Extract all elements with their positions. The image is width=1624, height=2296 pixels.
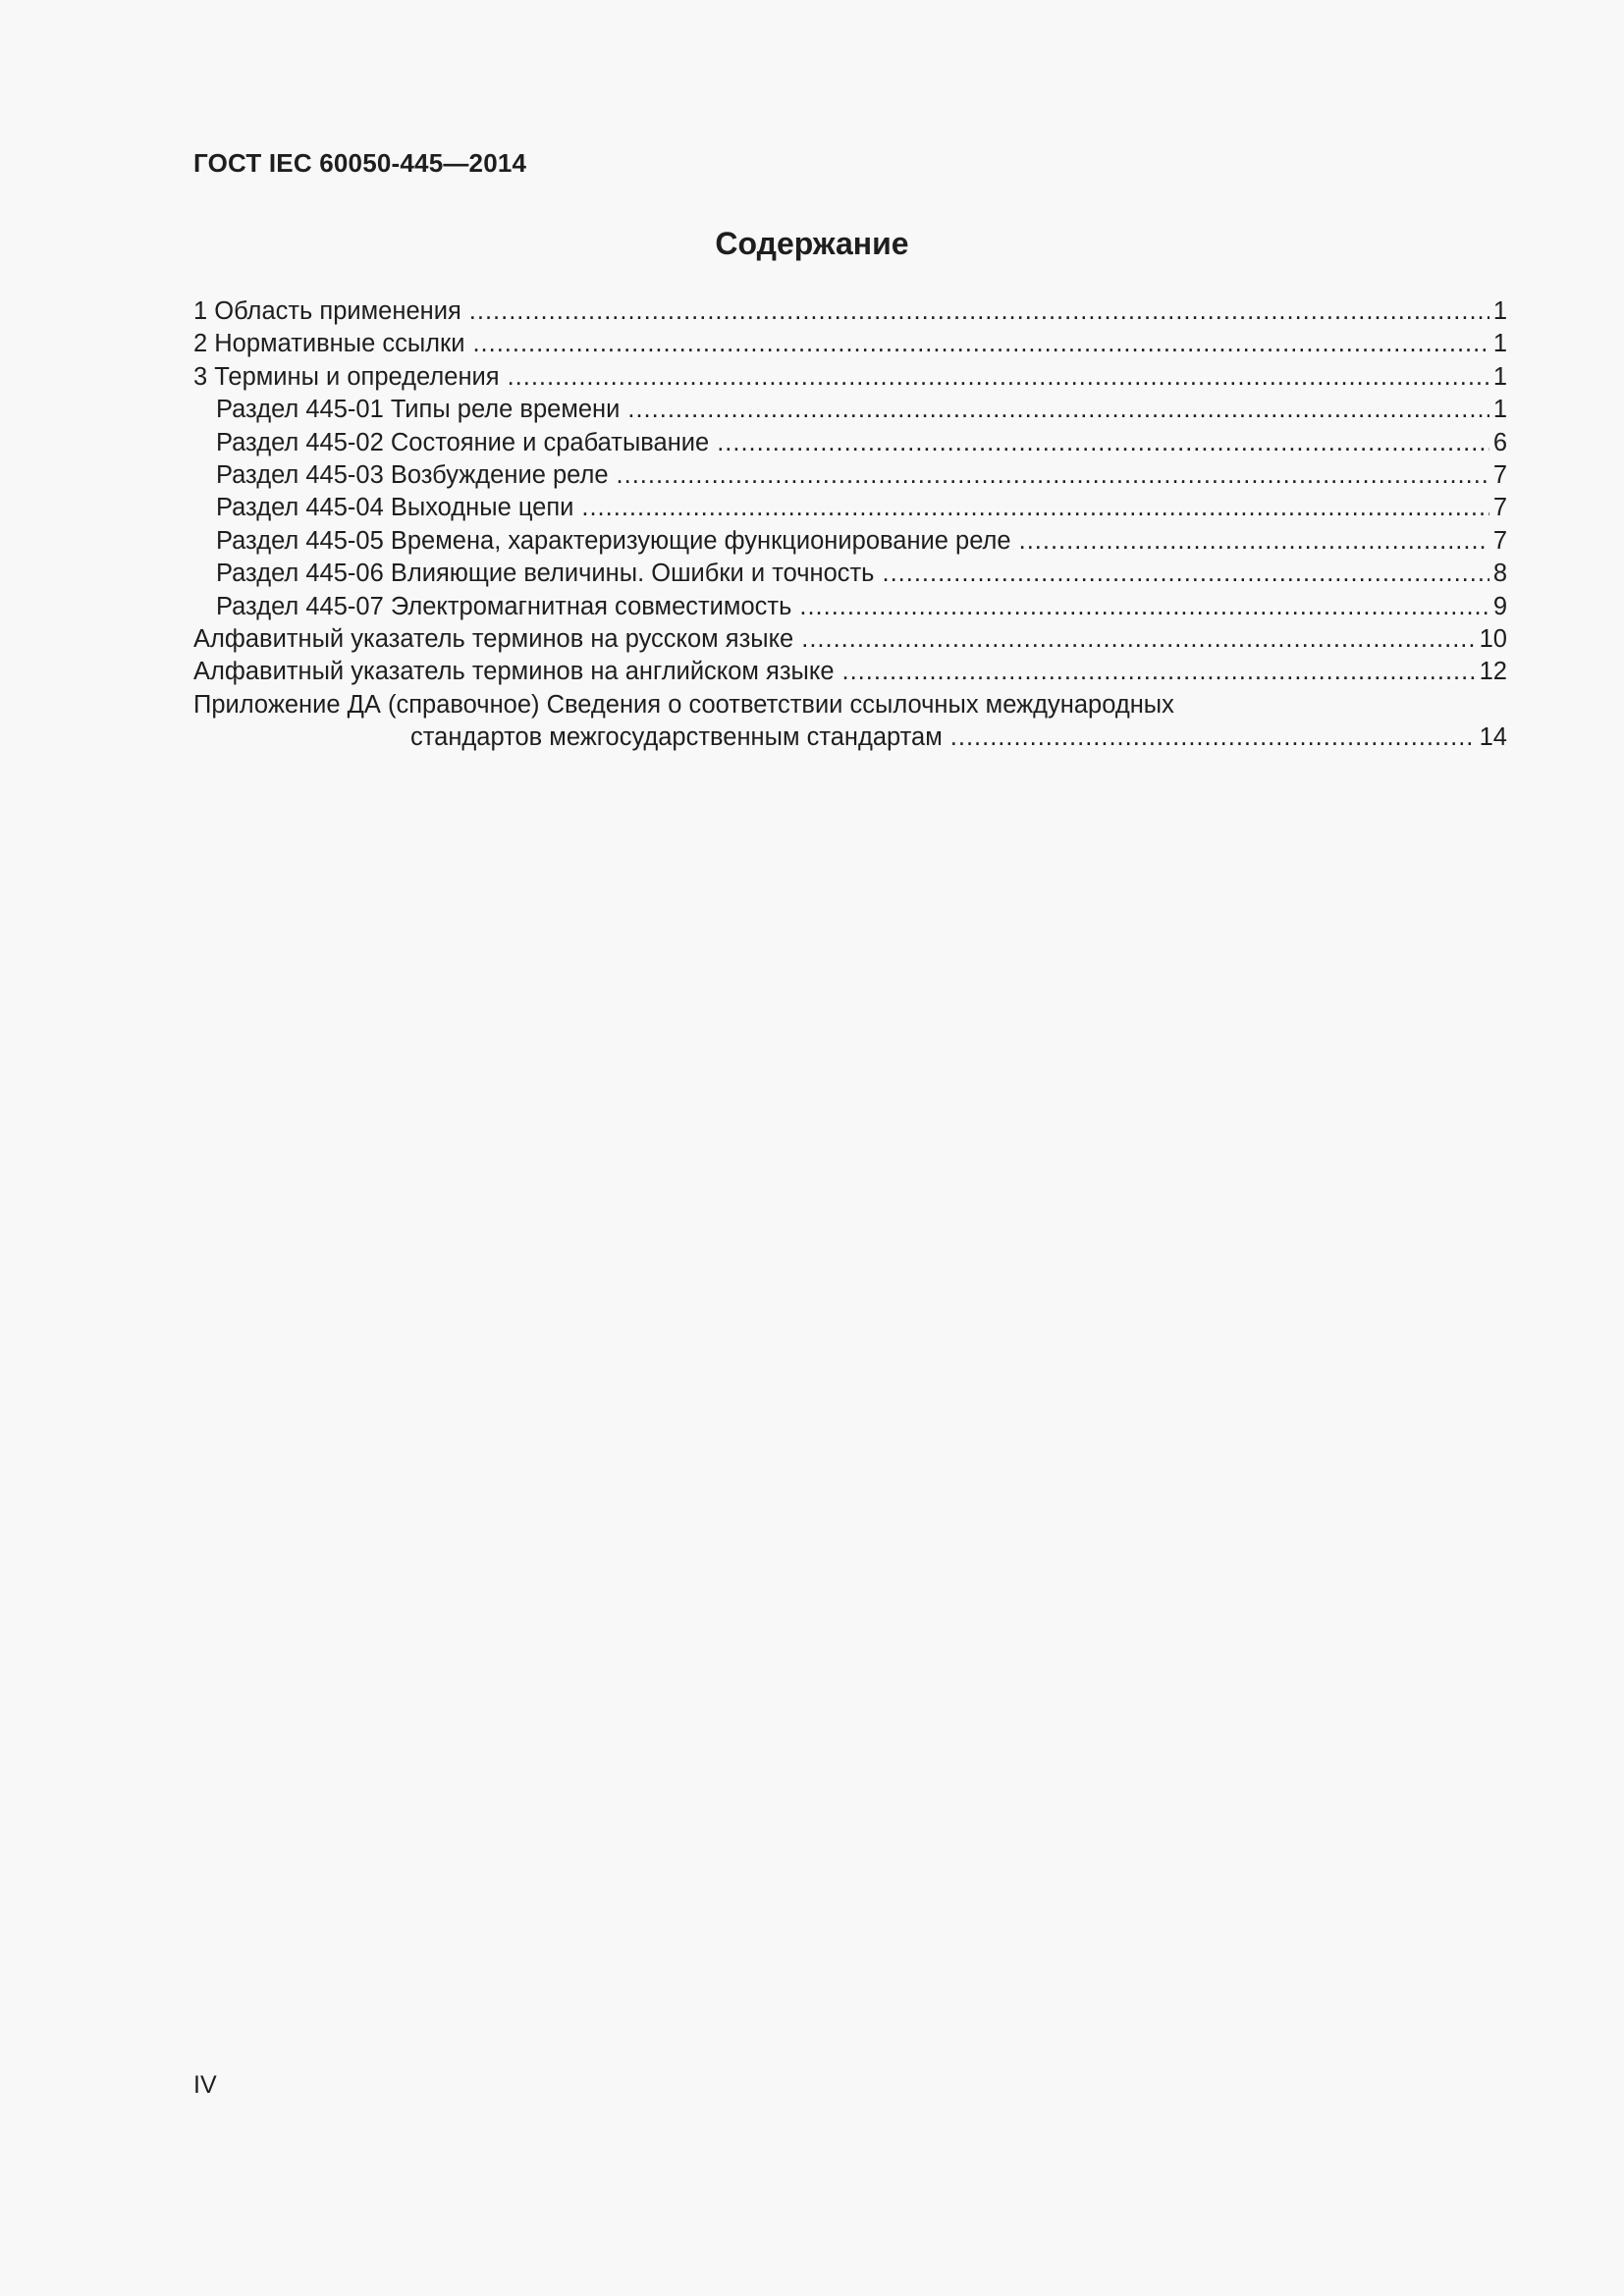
toc-entry-page: 7 (1492, 526, 1507, 555)
toc-entry-label: Раздел 445-03 Возбуждение реле (216, 460, 609, 489)
toc-leader-dots (717, 427, 1489, 459)
toc-leader-dots (617, 459, 1489, 492)
toc-entry-section-445-01[interactable] (193, 394, 1507, 426)
toc-leader-dots (581, 492, 1489, 524)
toc-leader-dots (950, 721, 1476, 754)
toc-entry-page: 14 (1479, 723, 1507, 752)
toc-entry-label: Алфавитный указатель терминов на английском языке (193, 658, 835, 686)
toc-entry-label: 2 Нормативные ссылки (193, 330, 465, 358)
toc-entry-section-445-05[interactable] (193, 525, 1507, 558)
table-of-contents (193, 295, 1507, 754)
toc-entry-label: Раздел 445-06 Влияющие величины. Ошибки и точность (216, 560, 875, 588)
toc-entry-label: 1 Область применения (193, 297, 461, 325)
toc-entry-label: Алфавитный указатель терминов на русском языке (193, 624, 794, 653)
toc-entry-section-445-03[interactable] (193, 459, 1507, 492)
toc-leader-dots (627, 394, 1489, 426)
toc-entry-page: 1 (1492, 362, 1507, 391)
toc-leader-dots (508, 361, 1489, 394)
toc-entry-page: 7 (1492, 494, 1507, 522)
toc-leader-dots (801, 623, 1475, 656)
toc-entry-index-russian[interactable] (193, 623, 1507, 656)
toc-entry-label: Раздел 445-07 Электромагнитная совместимость (216, 592, 792, 620)
toc-entry-page: 12 (1479, 658, 1507, 686)
toc-entry-appendix-da-continuation[interactable] (193, 721, 1507, 754)
toc-entry-appendix-da[interactable] (193, 689, 1507, 721)
toc-entry-label-continuation: стандартов межгосударственным стандартам (410, 723, 943, 752)
page-number: IV (193, 2071, 217, 2099)
toc-entry-page: 1 (1492, 396, 1507, 424)
toc-entry-page: 6 (1492, 428, 1507, 456)
toc-entry-page: 7 (1492, 460, 1507, 489)
toc-entry-label: Раздел 445-04 Выходные цепи (216, 494, 574, 522)
toc-entry-label: Раздел 445-01 Типы реле времени (216, 396, 621, 424)
toc-leader-dots (469, 295, 1489, 328)
toc-entry-section-445-07[interactable] (193, 591, 1507, 623)
toc-entry-label: 3 Термины и определения (193, 362, 500, 391)
toc-leader-dots (472, 328, 1489, 360)
toc-entry-label: Приложение ДА (справочное) Сведения о соответствии ссылочных международных (193, 690, 1174, 719)
toc-entry-label: Раздел 445-02 Состояние и срабатывание (216, 428, 710, 456)
toc-entry-index-english[interactable] (193, 656, 1507, 688)
toc-entry-page: 1 (1492, 297, 1507, 325)
toc-entry-section-445-02[interactable] (193, 427, 1507, 459)
toc-entry-page: 1 (1492, 330, 1507, 358)
toc-entry-page: 9 (1492, 592, 1507, 620)
toc-leader-dots (799, 591, 1489, 623)
toc-entry-section-445-04[interactable] (193, 492, 1507, 524)
toc-entry-page: 8 (1492, 560, 1507, 588)
toc-leader-dots (842, 656, 1476, 688)
toc-entry-section-445-06[interactable] (193, 558, 1507, 590)
document-code: ГОСТ IEC 60050-445—2014 (193, 148, 527, 178)
toc-title: Содержание (715, 226, 909, 261)
toc-leader-dots (1019, 525, 1489, 558)
toc-entry-normative-references[interactable] (193, 328, 1507, 360)
toc-leader-dots (882, 558, 1489, 590)
toc-entry-page: 10 (1479, 624, 1507, 653)
toc-entry-terms-definitions[interactable] (193, 361, 1507, 394)
toc-entry-scope[interactable] (193, 295, 1507, 328)
toc-entry-label: Раздел 445-05 Времена, характеризующие функционирование реле (216, 526, 1011, 555)
